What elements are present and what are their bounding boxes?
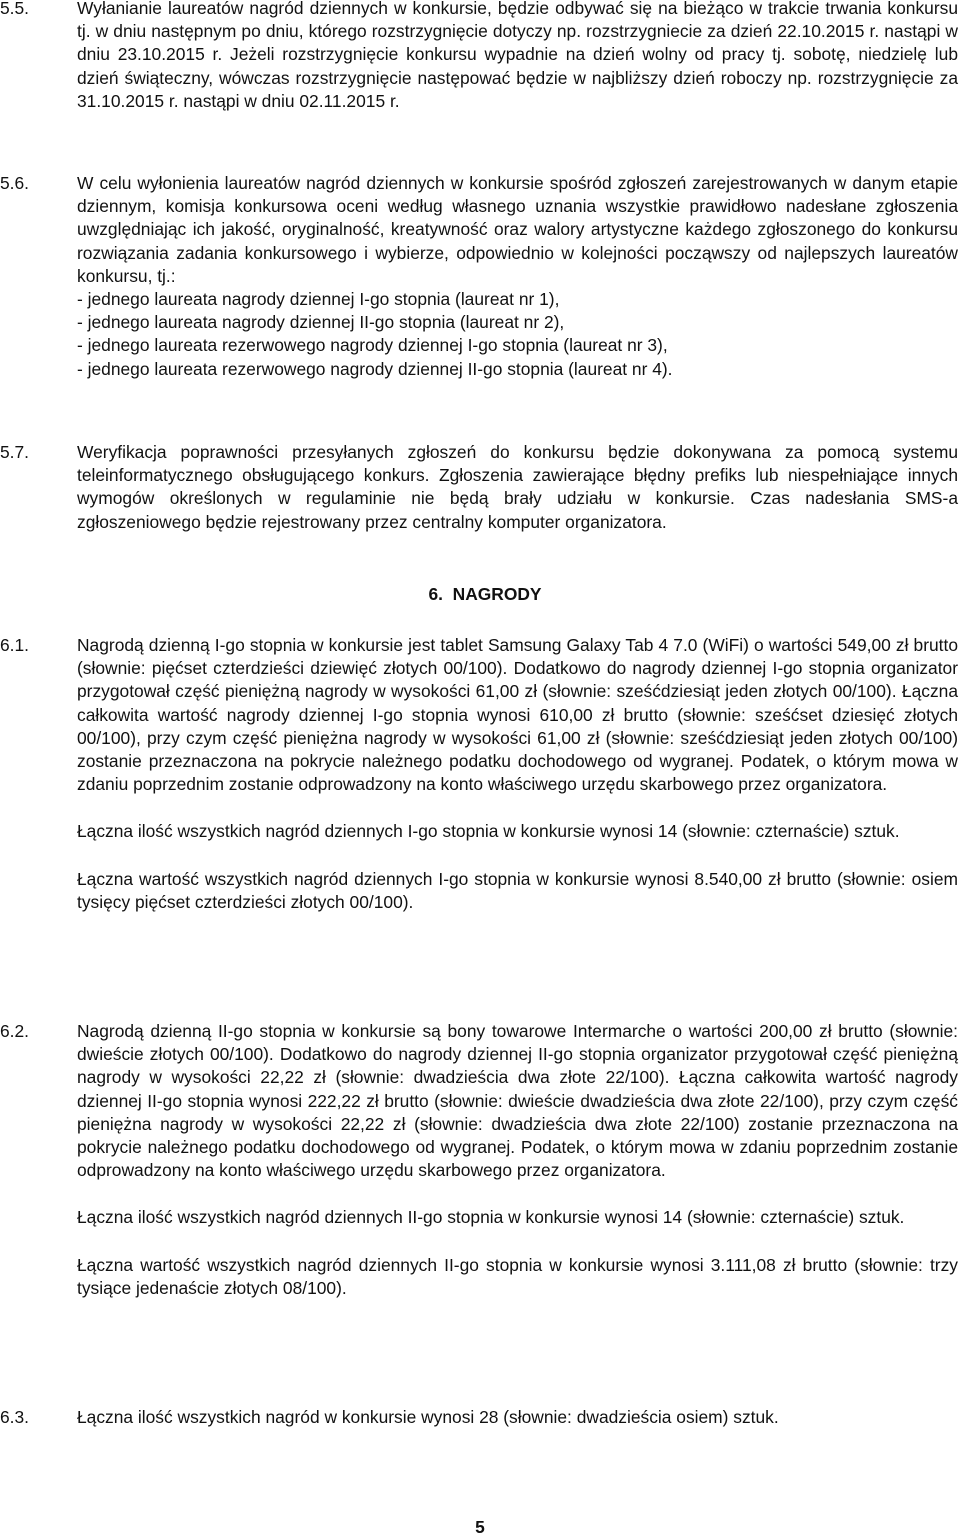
heading-number: 6. <box>428 584 443 604</box>
heading-title: NAGRODY <box>452 584 542 604</box>
section-body <box>77 1020 958 1300</box>
list-item: - jednego laureata rezerwowego nagrody dziennej I-go stopnia (laureat nr 3), <box>77 335 668 356</box>
paragraph: Nagrodą dzienną I-go stopnia w konkursie jest tablet Samsung Galaxy Tab 4 7.0 (WiFi) o wartości 549,00 zł brutto (słownie: pięćset czterdzieści dziewięć złotych 00/100). Dodatkowo do nagrody dziennej I-go stopnia organizator przygotował część pieniężną nagrody w wysokości 61,00 zł (słownie: sześćdziesiąt jeden złotych 00/100). Łączna całkowita wartość nagrody dziennej I-go stopnia wynosi 610,00 zł brutto (słownie: sześćset dziesięć złotych 00/100), przy czym część pieniężna nagrody w wysokości 61,00 zł (słownie: sześćdziesiąt jeden złotych 00/100) zostanie przeznaczona na pokrycie należnego podatku dochodowego od wygranej. Podatek, o którym mowa w zdaniu poprzednim zostanie odprowadzony na konto właściwego urzędu skarbowego przez organizatora. <box>77 635 958 795</box>
list-item: - jednego laureata rezerwowego nagrody dziennej II-go stopnia (laureat nr 4). <box>77 358 673 379</box>
section-body <box>77 172 958 381</box>
paragraph: Weryfikacja poprawności przesyłanych zgłoszeń do konkursu będzie dokonywana za pomocą systemu teleinformatycznego obsługującego konkurs. Zgłoszenia zawierające błędny prefiks lub niespełniające innych wymogów określonych w regulaminie nie będą brały udziału w konkursie. Czas nadesłania SMS-a zgłoszeniowego będzie rejestrowany przez centralny komputer organizatora. <box>77 442 958 532</box>
section-body <box>77 0 958 113</box>
section-number: 6.3. <box>0 1407 30 1427</box>
paragraph: Łączna ilość wszystkich nagród dziennych I-go stopnia w konkursie wynosi 14 (słownie: czternaście) sztuk. <box>77 821 900 842</box>
section-6-3 <box>0 1406 958 1429</box>
section-5-7 <box>0 441 958 534</box>
section-body <box>77 634 958 914</box>
section-heading <box>0 583 960 606</box>
paragraph: Łączna wartość wszystkich nagród dziennych I-go stopnia w konkursie wynosi 8.540,00 zł brutto (słownie: osiem tysięcy pięćset czterdzieści złotych 00/100). <box>77 868 958 912</box>
section-number: 5.5. <box>0 0 30 18</box>
section-body <box>77 1406 958 1429</box>
section-number: 6.1. <box>0 635 30 655</box>
section-6-2 <box>0 1020 958 1300</box>
paragraph: Łączna wartość wszystkich nagród dziennych II-go stopnia w konkursie wynosi 3.111,08 zł brutto (słownie: trzy tysiące jedenaście złotych 08/100). <box>77 1254 958 1298</box>
paragraph: Wyłanianie laureatów nagród dziennych w konkursie, będzie odbywać się na bieżąco w trakcie trwania konkursu tj. w dniu następnym po dniu, którego rozstrzygnięcie dotyczy np. rozstrzygniecie za dzień 22.10.2015 r. nastąpi w dniu 23.10.2015 r. Jeżeli rozstrzygnięcie konkursu wypadnie na dzień wolny od pracy tj. sobotę, niedzielę lub dzień świąteczny, wówczas rozstrzygnięcie następować będzie w najbliższy dzień roboczy np. rozstrzygnięcie za 31.10.2015 r. nastąpi w dniu 02.11.2015 r. <box>77 0 958 111</box>
section-6-1 <box>0 634 958 914</box>
paragraph: Nagrodą dzienną II-go stopnia w konkursie są bony towarowe Intermarche o wartości 200,00 zł brutto (słownie: dwieście złotych 00/100). Dodatkowo do nagrody dziennej II-go stopnia organizator przygotował część pieniężną nagrody w wysokości 22,22 zł (słownie: dwadzieścia dwa złote 22/100). Łączna całkowita wartość nagrody dziennej II-go stopnia wynosi 222,22 zł brutto (słownie: dwieście dwadzieścia dwa złote 22/100), przy czym część pieniężna nagrody w wysokości 22,22 zł (słownie: dwadzieścia dwa złote 22/100) zostanie przeznaczona na pokrycie należnego podatku dochodowego od wygranej. Podatek, o którym mowa w zdaniu poprzednim zostanie odprowadzony na konto właściwego urzędu skarbowego przez organizatora. <box>77 1021 958 1181</box>
paragraph: W celu wyłonienia laureatów nagród dziennych w konkursie spośród zgłoszeń zarejestrowanych w danym etapie dziennym, komisja konkursowa oceni według własnego uznania wszystkie prawidłowo nadesłane zgłoszenia uwzględniając ich jakość, oryginalność, kreatywność oraz walory artystyczne każdego zgłoszonego do konkursu rozwiązania zadania konkursowego i wybierze, odpowiednio w kolejności począwszy od najlepszych laureatów konkursu, tj.: <box>77 173 958 286</box>
section-5-5 <box>0 0 958 113</box>
section-5-6 <box>0 172 958 381</box>
section-body <box>77 441 958 534</box>
paragraph: Łączna ilość wszystkich nagród w konkursie wynosi 28 (słownie: dwadzieścia osiem) sztuk. <box>77 1407 779 1427</box>
page-number: 5 <box>475 1517 485 1537</box>
section-number: 5.7. <box>0 442 30 462</box>
section-number: 6.2. <box>0 1021 30 1041</box>
list-item: - jednego laureata nagrody dziennej I-go stopnia (laureat nr 1), <box>77 289 560 310</box>
paragraph: Łączna ilość wszystkich nagród dziennych II-go stopnia w konkursie wynosi 14 (słownie: czternaście) sztuk. <box>77 1207 905 1228</box>
list-item: - jednego laureata nagrody dziennej II-go stopnia (laureat nr 2), <box>77 312 565 333</box>
section-number: 5.6. <box>0 173 30 193</box>
